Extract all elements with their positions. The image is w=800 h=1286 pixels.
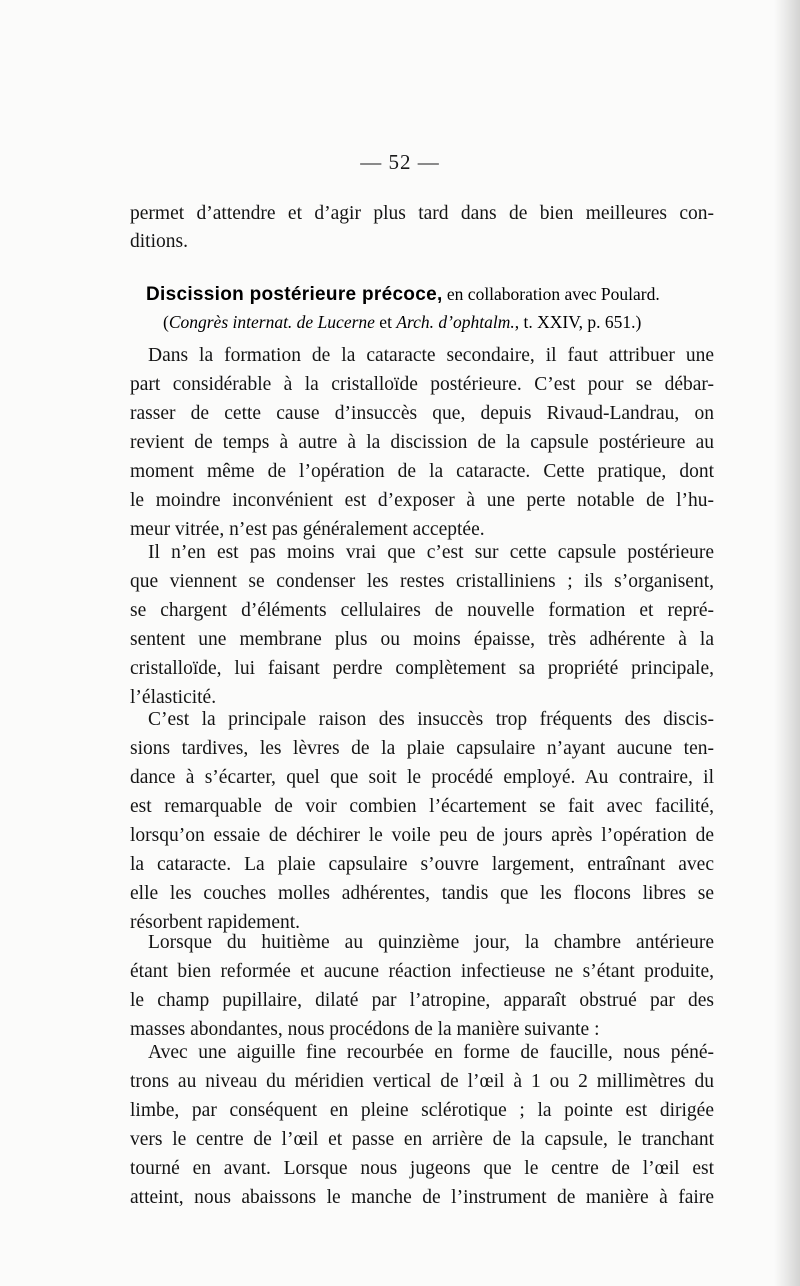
text-line: rasser de cette cause d’insuccès que, depuis Rivaud-Landrau, on	[130, 403, 714, 424]
text-line: C’est la principale raison des insuccès trop fréquents des discis-	[148, 709, 714, 730]
section-reference	[163, 308, 703, 336]
text-line: masses abondantes, nous procédons de la manière suivante :	[130, 1019, 600, 1040]
text-line: sions tardives, les lèvres de la plaie capsulaire n’ayant aucune ten-	[130, 738, 714, 759]
text-line: résorbent rapidement.	[130, 912, 301, 933]
text-line: cristalloïde, lui faisant perdre complètement sa propriété principale,	[130, 658, 714, 679]
text-line: atteint, nous abaissons le manche de l’instrument de manière à faire	[130, 1187, 714, 1208]
text-line: permet d’attendre et d’agir plus tard dans de bien meilleures con-	[130, 203, 714, 224]
text-line: l’élasticité.	[130, 687, 217, 708]
text-line: lorsqu’on essaie de déchirer le voile peu de jours après l’opération de	[130, 825, 714, 846]
text-line: limbe, par conséquent en pleine sclérotique ; la pointe est dirigée	[130, 1100, 714, 1121]
ref-open: (	[163, 312, 169, 332]
text-line: la cataracte. La plaie capsulaire s’ouvre largement, entraînant avec	[130, 854, 714, 875]
section-title: Discission postérieure précoce,	[146, 284, 443, 305]
text-line: vers le centre de l’œil et passe en arrière de la capsule, le tranchant	[130, 1129, 714, 1150]
text-line: Dans la formation de la cataracte secondaire, il faut attribuer une	[148, 345, 714, 366]
text-line: trons au niveau du méridien vertical de l’œil à 1 ou 2 millimètres du	[130, 1071, 714, 1092]
text-line: sentent une membrane plus ou moins épaisse, très adhérente à la	[130, 629, 714, 650]
text-line: est remarquable de voir combien l’écartement se fait avec facilité,	[130, 796, 714, 817]
text-line: ditions.	[130, 231, 188, 252]
text-line: part considérable à la cristalloïde postérieure. C’est pour se débar-	[130, 374, 714, 395]
text-line: dance à s’écarter, quel que soit le procédé employé. Au contraire, il	[130, 767, 714, 788]
text-line: Avec une aiguille fine recourbée en forme de faucille, nous péné-	[148, 1042, 714, 1063]
page-number: — 52 —	[360, 150, 440, 174]
ref-congres: Congrès internat. de Lucerne	[168, 312, 375, 332]
text-line: elle les couches molles adhérentes, tandis que les flocons libres se	[130, 883, 714, 904]
text-line: Lorsque du huitième au quinzième jour, la chambre antérieure	[148, 932, 714, 953]
text-line: meur vitrée, n’est pas généralement acceptée.	[130, 519, 485, 540]
text-line: le champ pupillaire, dilaté par l’atropine, apparaît obstrué par des	[130, 990, 714, 1011]
text-line: le moindre inconvénient est d’exposer à une perte notable de l’hu-	[130, 490, 714, 511]
text-line: tourné en avant. Lorsque nous jugeons que le centre de l’œil est	[130, 1158, 714, 1179]
text-line: Il n’en est pas moins vrai que c’est sur cette capsule postérieure	[148, 542, 714, 563]
section-collaboration: en collaboration avec Poulard.	[442, 284, 660, 304]
page-edge-shadow	[774, 0, 800, 1286]
text-line: que viennent se condenser les restes cristalliniens ; ils s’organisent,	[130, 571, 714, 592]
ref-arch: Arch. d’ophtalm.	[396, 312, 515, 332]
text-line: revient de temps à autre à la discission de la capsule postérieure au	[130, 432, 714, 453]
text-line: se chargent d’éléments cellulaires de nouvelle formation et repré-	[130, 600, 714, 621]
ref-tail: , t. XXIV, p. 651.)	[514, 312, 642, 332]
text-line: moment même de l’opération de la cataracte. Cette pratique, dont	[130, 461, 714, 482]
section-heading	[146, 280, 706, 309]
text-line: étant bien reformée et aucune réaction infectieuse ne s’étant produite,	[130, 961, 714, 982]
ref-et: et	[374, 312, 397, 332]
